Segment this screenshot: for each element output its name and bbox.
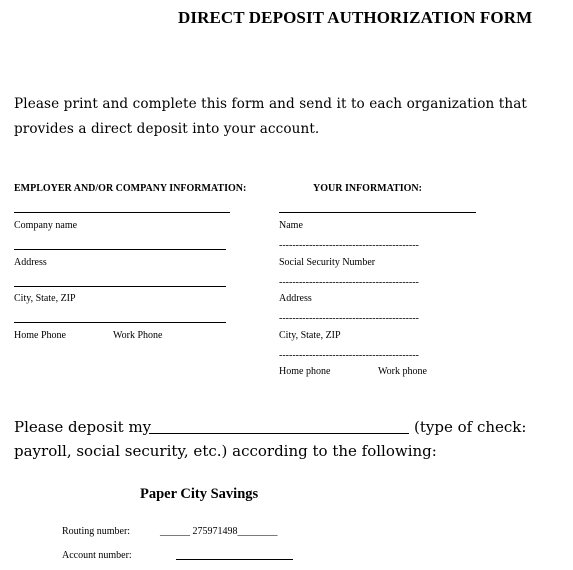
your-home-phone-label: Home phone [279, 366, 331, 377]
employer-address-label: Address [14, 257, 47, 268]
your-city-label: City, State, ZIP [279, 330, 341, 341]
bank-name: Paper City Savings [140, 486, 259, 502]
your-phone-dash-line[interactable]: ------------------------------------------ [279, 350, 419, 361]
form-title: DIRECT DEPOSIT AUTHORIZATION FORM [178, 8, 533, 27]
employer-address-line[interactable] [14, 249, 226, 250]
routing-number-value[interactable]: ______ 275971498________ [160, 526, 278, 537]
company-name-line[interactable] [14, 212, 230, 213]
ssn-label: Social Security Number [279, 257, 376, 268]
your-city-dash-line[interactable]: ------------------------------------------ [279, 313, 419, 324]
intro-line-1: Please print and complete this form and send it to each organization that [14, 96, 527, 112]
your-work-phone-label: Work phone [378, 366, 427, 377]
check-type-line[interactable] [149, 433, 409, 434]
routing-number-label: Routing number: [62, 526, 131, 537]
your-name-line[interactable] [279, 212, 476, 213]
deposit-suffix: (type of check: [414, 418, 527, 436]
employer-home-phone-label: Home Phone [14, 330, 66, 341]
your-info-section-heading: YOUR INFORMATION: [313, 183, 422, 194]
your-address-dash-line[interactable]: ------------------------------------------ [279, 277, 419, 288]
account-number-label: Account number: [62, 550, 132, 561]
employer-section-heading: EMPLOYER AND/OR COMPANY INFORMATION: [14, 183, 247, 194]
deposit-prefix: Please deposit my [14, 418, 152, 436]
company-name-label: Company name [14, 220, 78, 231]
employer-city-line[interactable] [14, 286, 226, 287]
employer-phone-line[interactable] [14, 322, 226, 323]
your-name-label: Name [279, 220, 303, 231]
employer-city-label: City, State, ZIP [14, 293, 76, 304]
deposit-line-2: payroll, social security, etc.) according to the following: [14, 442, 437, 460]
account-number-line[interactable] [176, 559, 293, 560]
ssn-dash-line[interactable]: ------------------------------------------ [279, 240, 419, 251]
your-address-label: Address [279, 293, 312, 304]
intro-line-2: provides a direct deposit into your account. [14, 121, 320, 137]
employer-work-phone-label: Work Phone [113, 330, 163, 341]
